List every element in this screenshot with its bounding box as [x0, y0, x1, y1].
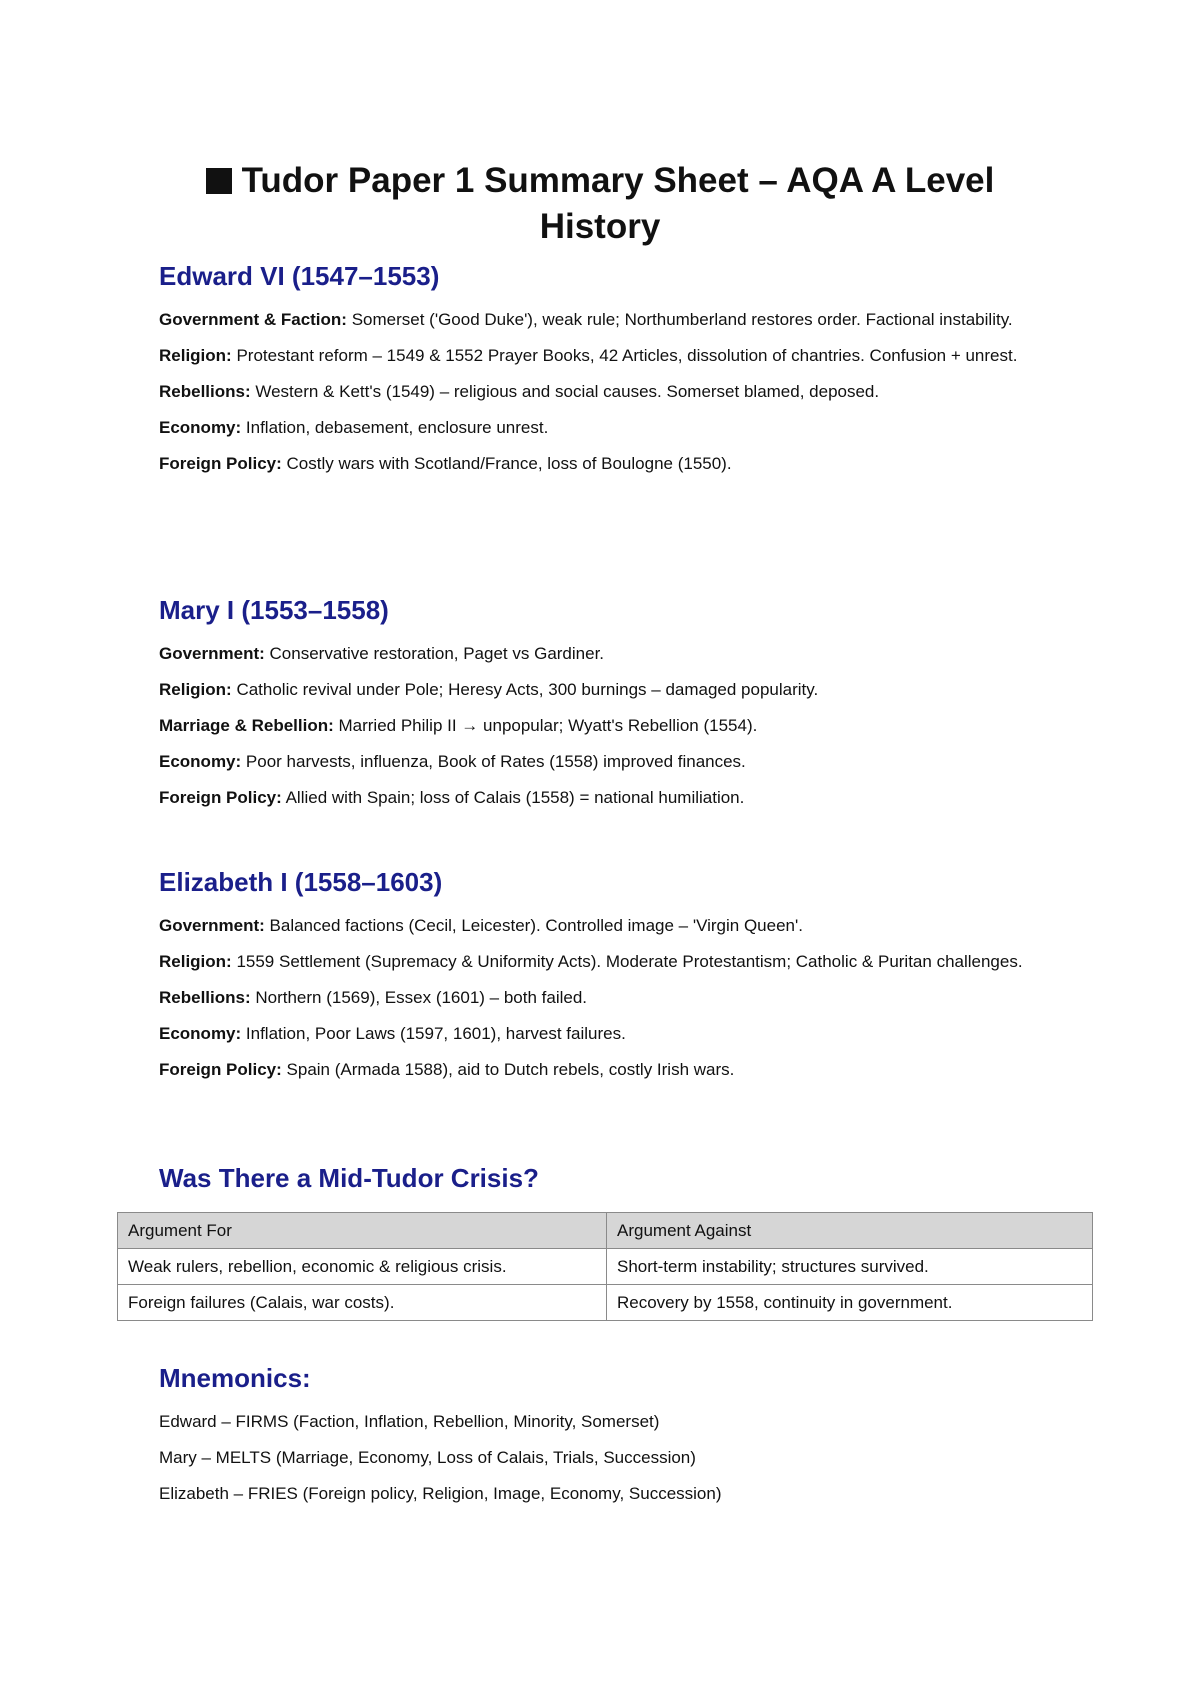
- black-square-icon: [206, 168, 232, 194]
- item-label: Economy:: [159, 752, 242, 771]
- section-heading-mary: Mary I (1553–1558): [159, 595, 389, 625]
- edward-item-economy: [159, 416, 1059, 440]
- mnemonic-elizabeth: Elizabeth – FRIES (Foreign policy, Religion, Image, Economy, Succession): [159, 1484, 722, 1503]
- edward-item-government: [159, 308, 1059, 332]
- item-label: Government:: [159, 644, 265, 663]
- edward-item-religion: [159, 344, 1059, 368]
- elizabeth-item-government: [159, 914, 1059, 938]
- section-mary: [159, 594, 1059, 822]
- item-text: Protestant reform – 1549 & 1552 Prayer Books, 42 Articles, dissolution of chantries. Confusion + unrest.: [231, 346, 1018, 365]
- section-heading-elizabeth: Elizabeth I (1558–1603): [159, 867, 443, 897]
- table-header-for: Argument For: [118, 1213, 607, 1249]
- item-text: Western & Kett's (1549) – religious and social causes. Somerset blamed, deposed.: [250, 382, 880, 401]
- mary-item-government: [159, 642, 1059, 666]
- mary-item-religion: [159, 678, 1059, 702]
- table-cell: Foreign failures (Calais, war costs).: [118, 1285, 607, 1321]
- edward-item-foreign-policy: [159, 452, 1059, 476]
- mnemonic-edward: Edward – FIRMS (Faction, Inflation, Rebellion, Minority, Somerset): [159, 1412, 660, 1431]
- item-label: Rebellions:: [159, 988, 251, 1007]
- item-text: Somerset ('Good Duke'), weak rule; Northumberland restores order. Factional instability.: [346, 310, 1013, 329]
- section-elizabeth: [159, 866, 1059, 1094]
- item-text: Inflation, Poor Laws (1597, 1601), harvest failures.: [241, 1024, 626, 1043]
- mary-item-economy: [159, 750, 1059, 774]
- elizabeth-item-foreign-policy: [159, 1058, 1059, 1082]
- item-text: Inflation, debasement, enclosure unrest.: [241, 418, 549, 437]
- mary-item-foreign-policy: [159, 786, 1059, 810]
- section-heading-edward: Edward VI (1547–1553): [159, 261, 440, 291]
- item-label: Economy:: [159, 1024, 242, 1043]
- crisis-table: [117, 1212, 1093, 1321]
- item-text: Spain (Armada 1588), aid to Dutch rebels, costly Irish wars.: [281, 1060, 735, 1079]
- item-text: Poor harvests, influenza, Book of Rates (1558) improved finances.: [241, 752, 746, 771]
- item-label: Foreign Policy:: [159, 1060, 282, 1079]
- item-label: Foreign Policy:: [159, 788, 282, 807]
- mnemonic-mary: Mary – MELTS (Marriage, Economy, Loss of Calais, Trials, Succession): [159, 1448, 696, 1467]
- table-cell: Recovery by 1558, continuity in government.: [607, 1285, 1093, 1321]
- item-text: Conservative restoration, Paget vs Gardiner.: [264, 644, 605, 663]
- page-title-text: Tudor Paper 1 Summary Sheet – AQA A Level History: [241, 161, 995, 246]
- item-label: Religion:: [159, 952, 232, 971]
- section-edward: [159, 260, 1059, 488]
- table-row: [118, 1249, 1093, 1285]
- table-cell: Short-term instability; structures survived.: [607, 1249, 1093, 1285]
- item-label: Government & Faction:: [159, 310, 347, 329]
- item-text: Allied with Spain; loss of Calais (1558) = national humiliation.: [281, 788, 745, 807]
- elizabeth-item-religion: [159, 950, 1059, 974]
- table-cell: Weak rulers, rebellion, economic & religious crisis.: [118, 1249, 607, 1285]
- table-header-row: [118, 1213, 1093, 1249]
- table-row: [118, 1285, 1093, 1321]
- item-label: Foreign Policy:: [159, 454, 282, 473]
- item-label: Religion:: [159, 680, 232, 699]
- item-label: Government:: [159, 916, 265, 935]
- page-title: [150, 158, 1050, 250]
- item-label: Rebellions:: [159, 382, 251, 401]
- item-text: Married Philip II → unpopular; Wyatt's Rebellion (1554).: [333, 716, 758, 735]
- mary-item-marriage-rebellion: [159, 714, 1059, 738]
- elizabeth-item-economy: [159, 1022, 1059, 1046]
- edward-item-rebellions: [159, 380, 1059, 404]
- item-label: Economy:: [159, 418, 242, 437]
- item-text: Catholic revival under Pole; Heresy Acts, 300 burnings – damaged popularity.: [231, 680, 819, 699]
- item-label: Religion:: [159, 346, 232, 365]
- elizabeth-item-rebellions: [159, 986, 1059, 1010]
- section-heading-mnemonics: Mnemonics:: [159, 1363, 311, 1393]
- section-crisis: [159, 1162, 1059, 1210]
- section-mnemonics: [159, 1362, 1059, 1518]
- item-text: Balanced factions (Cecil, Leicester). Controlled image – 'Virgin Queen'.: [264, 916, 803, 935]
- item-text: 1559 Settlement (Supremacy & Uniformity Acts). Moderate Protestantism; Catholic & Puritan challenges.: [231, 952, 1023, 971]
- item-label: Marriage & Rebellion:: [159, 716, 334, 735]
- item-text: Costly wars with Scotland/France, loss of Boulogne (1550).: [281, 454, 732, 473]
- item-text: Northern (1569), Essex (1601) – both failed.: [250, 988, 588, 1007]
- section-heading-crisis: Was There a Mid-Tudor Crisis?: [159, 1163, 539, 1193]
- table-header-against: Argument Against: [607, 1213, 1093, 1249]
